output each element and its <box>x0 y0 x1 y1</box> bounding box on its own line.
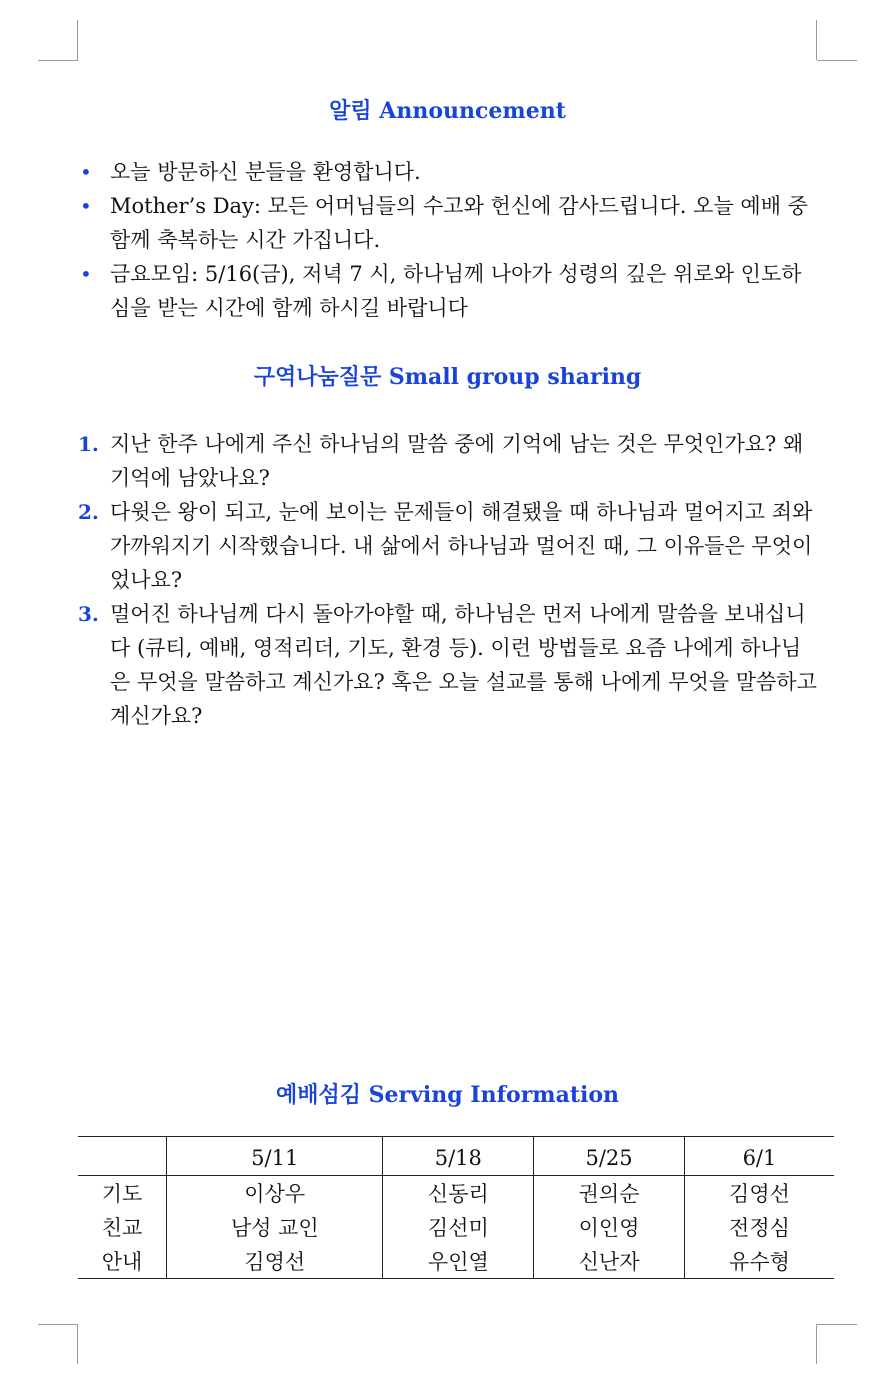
announcement-heading: 알림 Announcement <box>329 98 566 124</box>
announcement-text: 금요모임: 5/16(금), 저녁 7 시, 하나님께 나아가 성령의 깊은 위로와 인도하심을 받는 시간에 함께 하시길 바랍니다 <box>110 262 802 320</box>
name-cell: 권의순 <box>534 1176 685 1211</box>
name-cell: 신난자 <box>534 1244 685 1279</box>
bullet-icon: • <box>80 262 92 286</box>
question-number: 3. <box>78 602 99 626</box>
announcement-item <box>78 155 818 189</box>
crop-mark <box>77 20 78 60</box>
question-text: 멀어진 하나님께 다시 돌아가야할 때, 하나님은 먼저 나에게 말씀을 보내십니다 (큐티, 예배, 영적리더, 기도, 환경 등). 이런 방법들로 요즘 나에게 하나님은 무엇을 말씀하고 계신가요? 혹은 오늘 설교를 통해 나에게 무엇을 말씀하고 계신가요? <box>110 602 817 728</box>
bullet-icon: • <box>80 194 92 218</box>
name-cell: 이상우 <box>167 1176 383 1211</box>
announcement-item <box>78 189 818 257</box>
question-text: 지난 한주 나에게 주신 하나님의 말씀 중에 기억에 남는 것은 무엇인가요? 왜 기억에 남았나요? <box>110 432 804 490</box>
crop-mark <box>816 20 817 60</box>
name-cell: 이인영 <box>534 1210 685 1244</box>
name-cell: 신동리 <box>383 1176 534 1211</box>
question-text: 다윗은 왕이 되고, 눈에 보이는 문제들이 해결됐을 때 하나님과 멀어지고 죄와 가까워지기 시작했습니다. 내 삶에서 하나님과 멀어진 때, 그 이유들은 무엇이었나요? <box>110 500 813 592</box>
serving-table <box>78 1136 834 1279</box>
question-number: 2. <box>78 500 99 524</box>
announcement-text: 오늘 방문하신 분들을 환영합니다. <box>110 160 421 184</box>
crop-mark <box>38 60 78 61</box>
name-cell: 남성 교인 <box>167 1210 383 1244</box>
question-number: 1. <box>78 432 99 456</box>
name-cell: 전정심 <box>684 1210 834 1244</box>
crop-mark <box>817 60 857 61</box>
bullet-icon: • <box>80 160 92 184</box>
name-cell: 유수형 <box>684 1244 834 1279</box>
small-group-heading: 구역나눔질문 Small group sharing <box>253 364 642 390</box>
name-cell: 김선미 <box>383 1210 534 1244</box>
table-row <box>78 1210 834 1244</box>
announcement-item <box>78 257 818 325</box>
date-header: 5/18 <box>383 1137 534 1176</box>
date-header: 5/11 <box>167 1137 383 1176</box>
name-cell: 김영선 <box>684 1176 834 1211</box>
name-cell: 우인열 <box>383 1244 534 1279</box>
role-label: 안내 <box>101 1250 143 1274</box>
date-header: 5/25 <box>534 1137 685 1176</box>
serving-header-row <box>78 1137 834 1176</box>
question-item <box>78 597 818 733</box>
small-group-questions <box>78 427 818 733</box>
question-item <box>78 495 818 597</box>
crop-mark <box>38 1324 78 1325</box>
role-label: 친교 <box>101 1216 143 1240</box>
name-cell: 김영선 <box>167 1244 383 1279</box>
announcement-list <box>78 155 818 325</box>
crop-mark <box>77 1324 78 1364</box>
corner-cell <box>78 1137 167 1176</box>
crop-mark <box>816 1324 817 1364</box>
crop-mark <box>817 1324 857 1325</box>
announcement-text: Mother’s Day: 모든 어머님들의 수고와 헌신에 감사드립니다. 오늘 예배 중 함께 축복하는 시간 가집니다. <box>110 194 808 252</box>
serving-heading: 예배섬김 Serving Information <box>275 1082 620 1108</box>
table-row <box>78 1244 834 1279</box>
table-row <box>78 1176 834 1211</box>
role-label: 기도 <box>101 1182 143 1206</box>
date-header: 6/1 <box>684 1137 834 1176</box>
question-item <box>78 427 818 495</box>
